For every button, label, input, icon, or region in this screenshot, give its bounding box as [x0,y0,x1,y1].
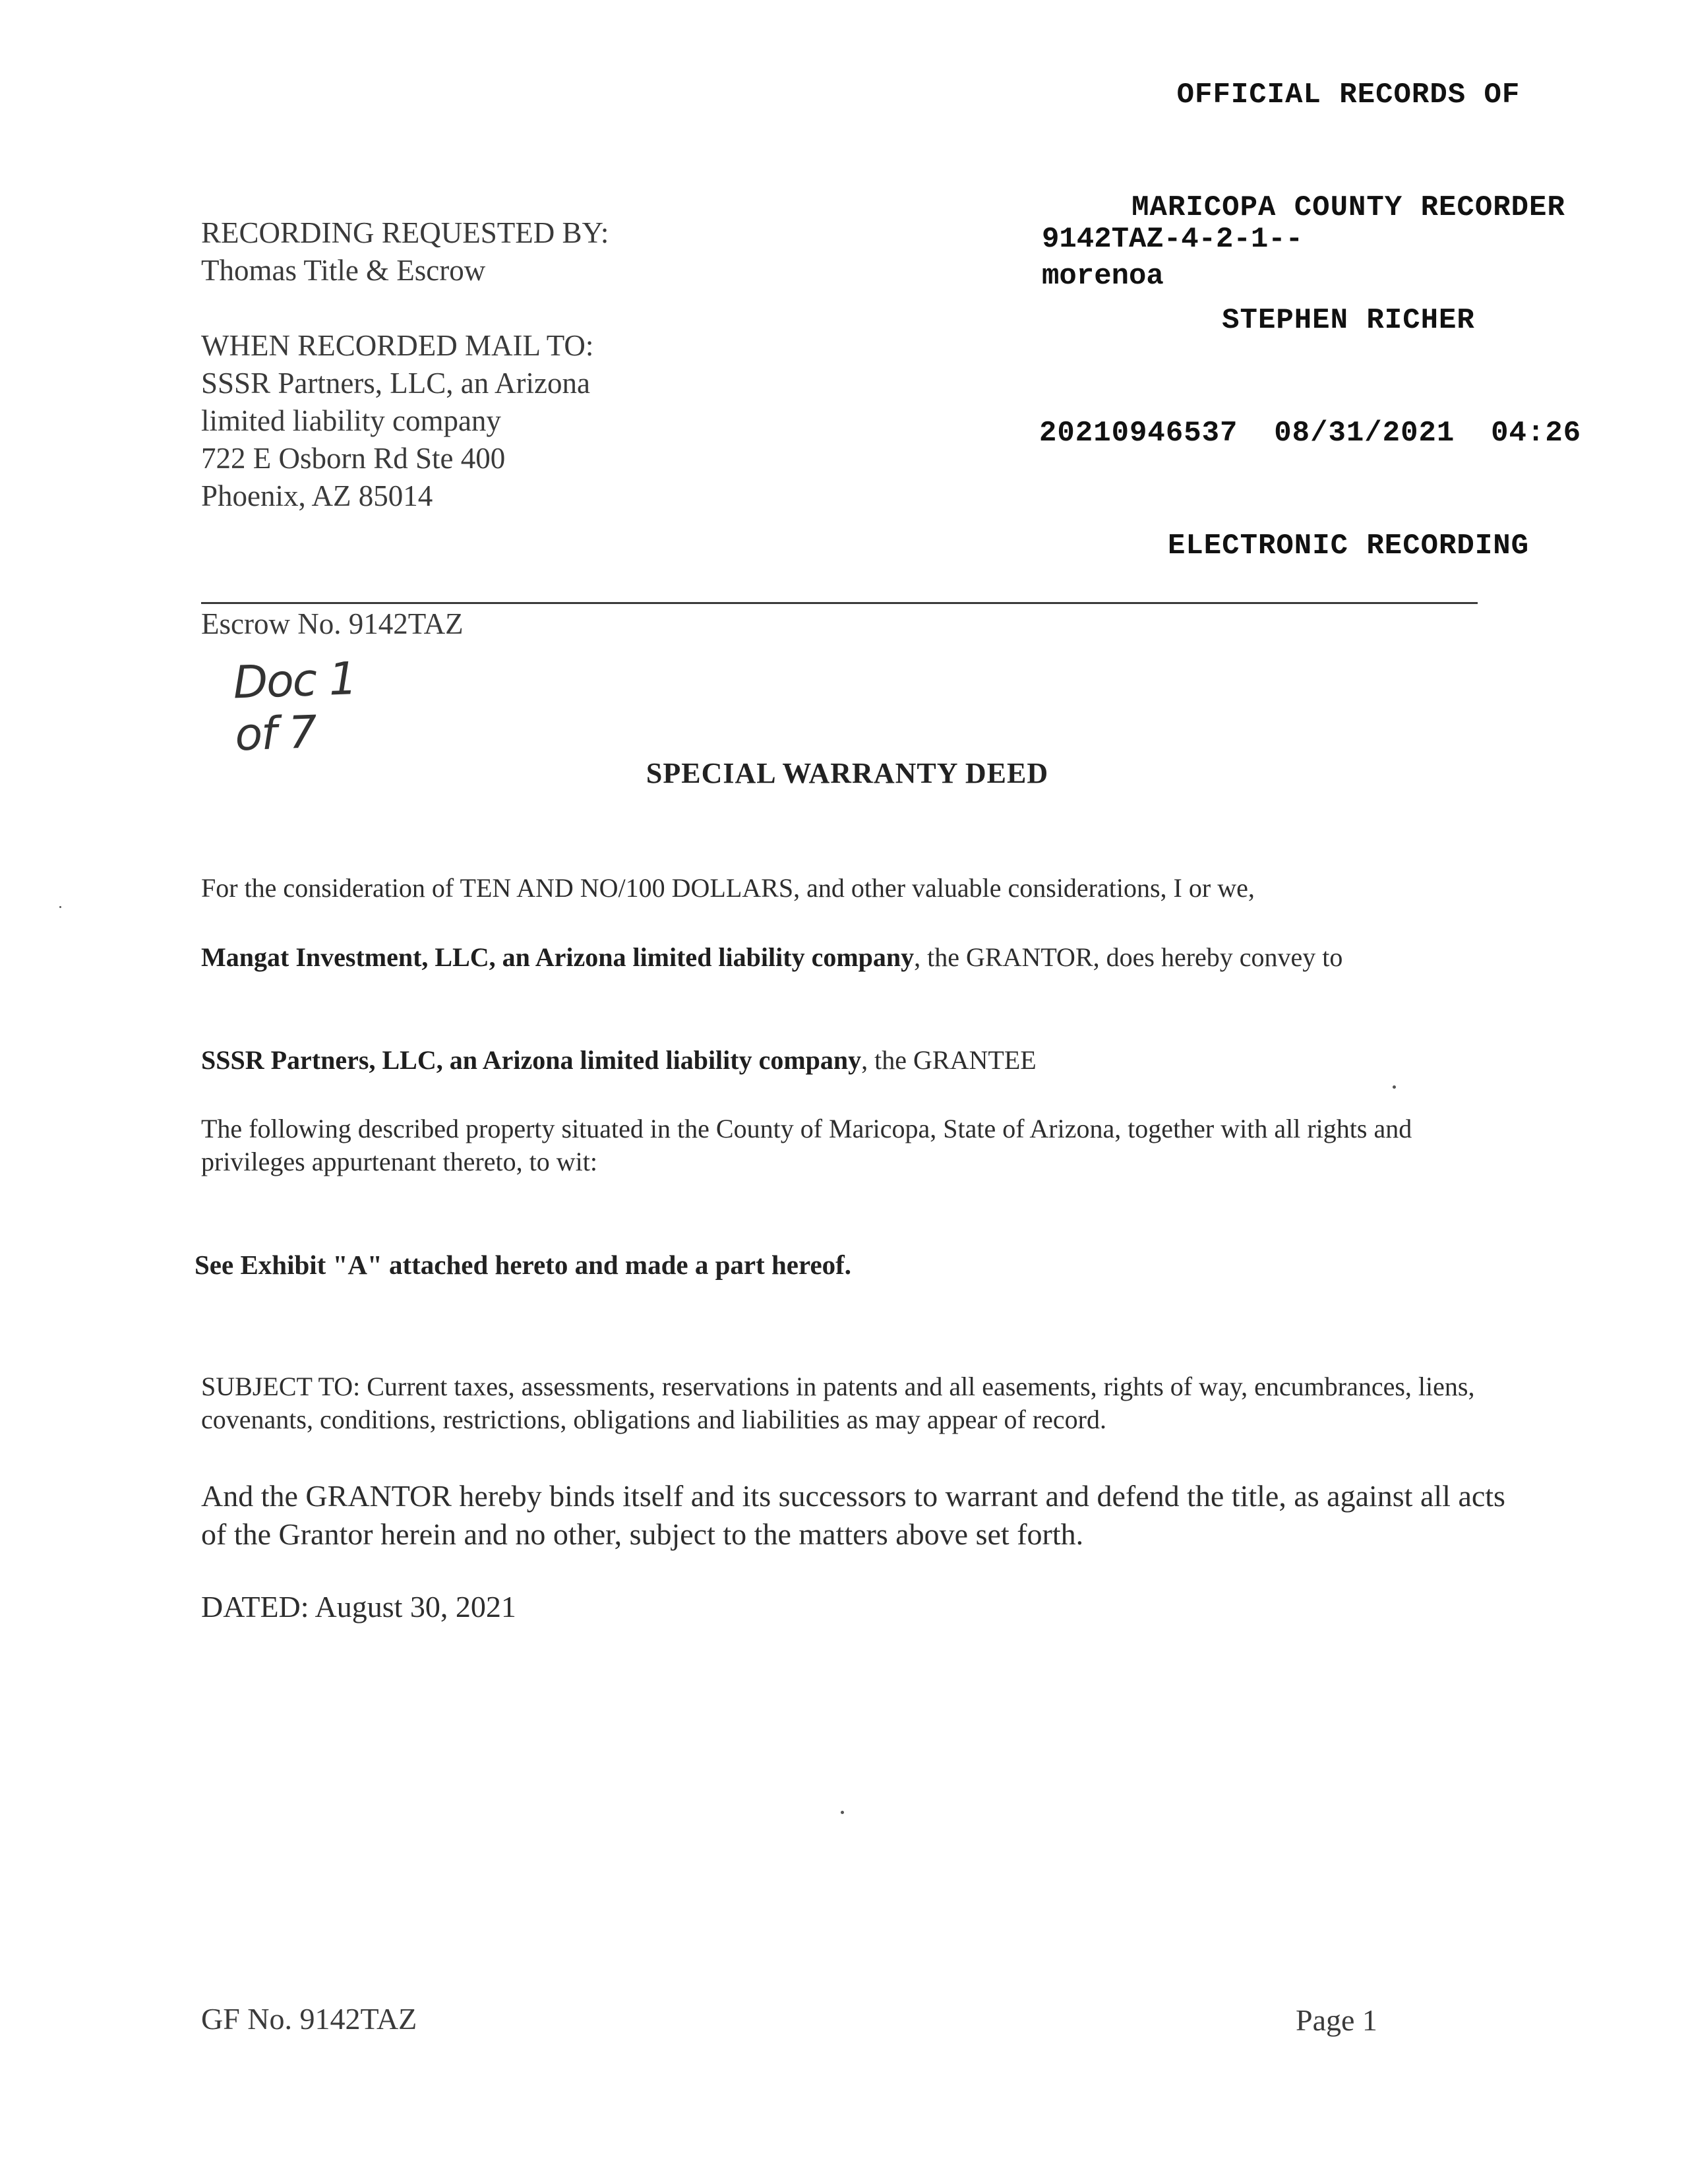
recording-requested-block [201,214,609,289]
document-title: SPECIAL WARRANTY DEED [646,757,1049,789]
reference-code: 9142TAZ-4-2-1-- [1042,223,1304,256]
handwritten-note-text: Doc 1 of 7 [232,653,357,762]
mail-to-line-2: limited liability company [201,404,501,437]
mail-to-line-4: Phoenix, AZ 85014 [201,479,433,512]
mail-to-line-3: 722 E Osborn Rd Ste 400 [201,442,506,475]
subject-to-paragraph: SUBJECT TO: Current taxes, assessments, reservations in patents and all easements, rights of way, encumbrances, liens, covenants, conditions, restrictions, obligations and liabilities as may appear of record. [201,1372,1475,1434]
reference-block [1042,221,1303,295]
consideration-paragraph: For the consideration of TEN AND NO/100 DOLLARS, and other valuable considerations, I or we, [201,873,1255,903]
stamp-line-electronic-recording: ELECTRONIC RECORDING [1167,530,1530,562]
stamp-line-county-recorder: MARICOPA COUNTY RECORDER [1131,191,1565,224]
grantor-text: , the GRANTOR, does hereby convey to [914,942,1343,972]
recording-requested-label: RECORDING REQUESTED BY: [201,216,609,249]
stamp-line-recording-number: 20210946537 08/31/2021 04:26 [1039,417,1582,450]
recording-requested-name: Thomas Title & Escrow [201,254,486,287]
stamp-line-recorder-name: STEPHEN RICHER [1222,304,1475,337]
scan-speck [59,906,61,908]
warranty-paragraph: And the GRANTOR hereby binds itself and its successors to warrant and defend the title, as against all acts of the Grantor herein and no other, subject to the matters above set forth. [201,1479,1505,1551]
gf-number: GF No. 9142TAZ [201,2002,417,2036]
recorder-stamp [1015,1,1681,603]
property-paragraph: The following described property situated in the County of Maricopa, State of Arizona, together with all rights and privileges appurtenant thereto, to wit: [201,1114,1412,1176]
handwritten-note [232,653,406,762]
grantor-paragraph [201,941,1513,974]
exhibit-reference: See Exhibit "A" attached hereto and made a part hereof. [195,1250,852,1280]
scan-speck [841,1811,844,1814]
grantee-paragraph [201,1044,1513,1077]
grantor-name: Mangat Investment, LLC, an Arizona limited liability company [201,942,915,972]
mail-to-block [201,327,593,515]
page-number: Page 1 [1296,2003,1377,2037]
mail-to-label: WHEN RECORDED MAIL TO: [201,329,594,362]
grantee-text: , the GRANTEE [861,1045,1037,1075]
escrow-number: Escrow No. 9142TAZ [201,607,464,640]
recording-divider [201,602,1478,604]
scan-speck [1393,1085,1396,1089]
mail-to-line-1: SSSR Partners, LLC, an Arizona [201,367,590,400]
dated-line: DATED: August 30, 2021 [201,1590,516,1623]
grantee-name: SSSR Partners, LLC, an Arizona limited liability company [201,1045,862,1075]
reference-user: morenoa [1042,260,1164,293]
stamp-line-official-records: OFFICIAL RECORDS OF [1176,78,1521,111]
